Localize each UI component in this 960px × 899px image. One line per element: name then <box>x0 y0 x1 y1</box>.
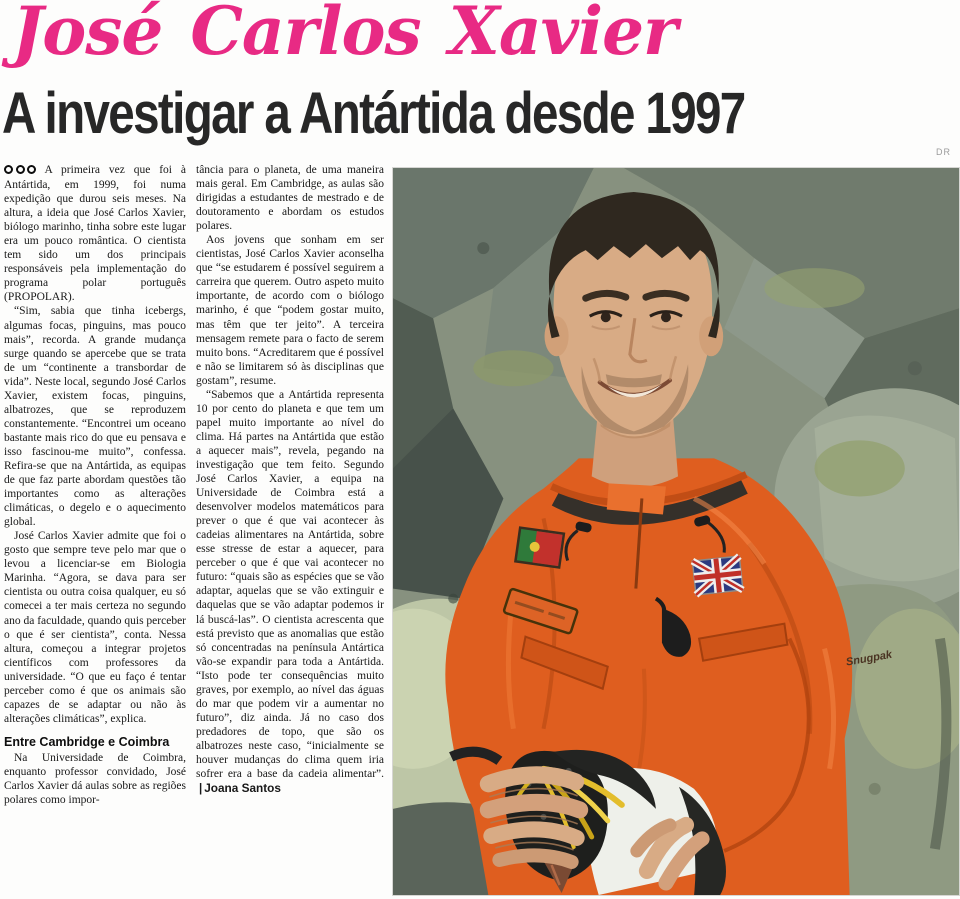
closing-paragraph <box>196 388 384 796</box>
photo-illustration <box>393 168 959 895</box>
paragraph-continuation: tância para o planeta, de uma maneira mais geral. Em Cambridge, as aulas são dirigidas a estudantes de mestrado e de doutoramento e abordam os estudos polares. <box>196 164 384 233</box>
lead-bullets-icon <box>4 164 39 178</box>
lead-paragraph <box>4 163 186 304</box>
kicker-title: José Carlos Xavier <box>12 0 677 70</box>
photo-credit: DR <box>936 147 951 157</box>
lead-paragraph-text: A primeira vez que foi à Antártida, em 1999, foi numa expedição que durou seis meses. Na altura, a ideia que José Carlos Xavier, biólogo marinho, tinha sobre este lugar era um pouco romântica. O cientista tem sido um dos principais responsáveis pela implementação do programa polar português (PROPOLAR). <box>4 164 186 304</box>
union-jack-patch <box>692 556 742 595</box>
article-column-2 <box>196 163 384 895</box>
sleeve-brand-text: Snugpak <box>845 648 893 669</box>
article-photo <box>392 167 960 896</box>
paragraph: “Sim, sabia que tinha icebergs, algumas focas, pinguins, mas pouco mais”, recorda. A grande mudança surge quando se apercebe que se trata de um “continente a transbordar de vida”. Neste local, segundo José Carlos Xavier, existem focas, pinguins, albatrozes, que se reproduzem constantemente. “Encontrei um oceano bastante mais rico do que eu pensava e isso fascinou-me muito”, confessa. Refira-se que na Antártida, as equipas de que faz parte abordam questões tão importantes como as alterações climáticas, o degelo e o aquecimento global. <box>4 305 186 529</box>
headline: A investigar a Antártida desde 1997 <box>2 81 745 146</box>
portugal-flag-patch <box>515 528 563 568</box>
closing-paragraph-text: “Sabemos que a Antártida representa 10 por cento do planeta e que tem um papel muito importante ao nível do clima. Há partes na Antártida que estão a aquecer mais”, revela, pegando na investigação que tem feito. Segundo José Carlos Xavier, a equipa na Universidade de Coimbra está a desenvolver modelos matemáticos para prever o que é que vai acontecer às cadeias alimentares na Antártida, sobre esse stresse de estar a aquecer, para perceber o que é que vai acontecer no futuro: “quais são as espécies que se vão adaptar, aquelas que se vão extinguir e daquelas que se vão adaptar podemos ir lá buscá-las”. O cientista acrescenta que está previsto que as anomalias que estão só concentradas na península Antártica vão-se expandir para toda a Antártida. “Isto pode ter consequências muito graves, por exemplo, ao nível das águas do mar que podem vir a aumentar no futuro”, diz ainda. Já no caso dos predadores de topo, que são os albatrozes neste caso, “inicialmente se houver mudanças do clima quem iria sofrer era a base da cadeia alimentar”. <box>196 388 384 781</box>
paragraph: Aos jovens que sonham em ser cientistas, José Carlos Xavier aconselha que “se estudarem é possível seguirem a carreira que querem. Outro aspeto muito importante, de acordo com o biólogo marinho, é que “podem gostar muito, mas têm que ter jeito”. A terceira mensagem remete para o facto de serem muito bons. “Acreditarem que é possível e não se limitarem só às disciplinas que gostam”, resume. <box>196 234 384 387</box>
article-column-1 <box>4 163 186 895</box>
byline: Joana Santos <box>204 781 281 796</box>
paragraph: Na Universidade de Coimbra, enquanto professor convidado, José Carlos Xavier dá aulas sobre as regiões polares como impor- <box>4 751 186 807</box>
section-subhead: Entre Cambridge e Coimbra <box>4 734 170 749</box>
paragraph: José Carlos Xavier admite que foi o gosto que sempre teve pelo mar que o levou a licenciar-se em Biologia Marinha. “Agora, se dava para ser cientista ou outra coisa qualquer, eu só comecei a ter mais certeza no segundo ano da faculdade, quando quis perceber o que é ser cientista”, conta. Nessa altura, começou a integrar projetos científicos com professores da universidade. “O que eu faço é tentar perceber como é que os animais são capazes de se adaptar ou não às alterações climáticas”, explica. <box>4 530 186 725</box>
byline-separator: | <box>199 783 203 796</box>
